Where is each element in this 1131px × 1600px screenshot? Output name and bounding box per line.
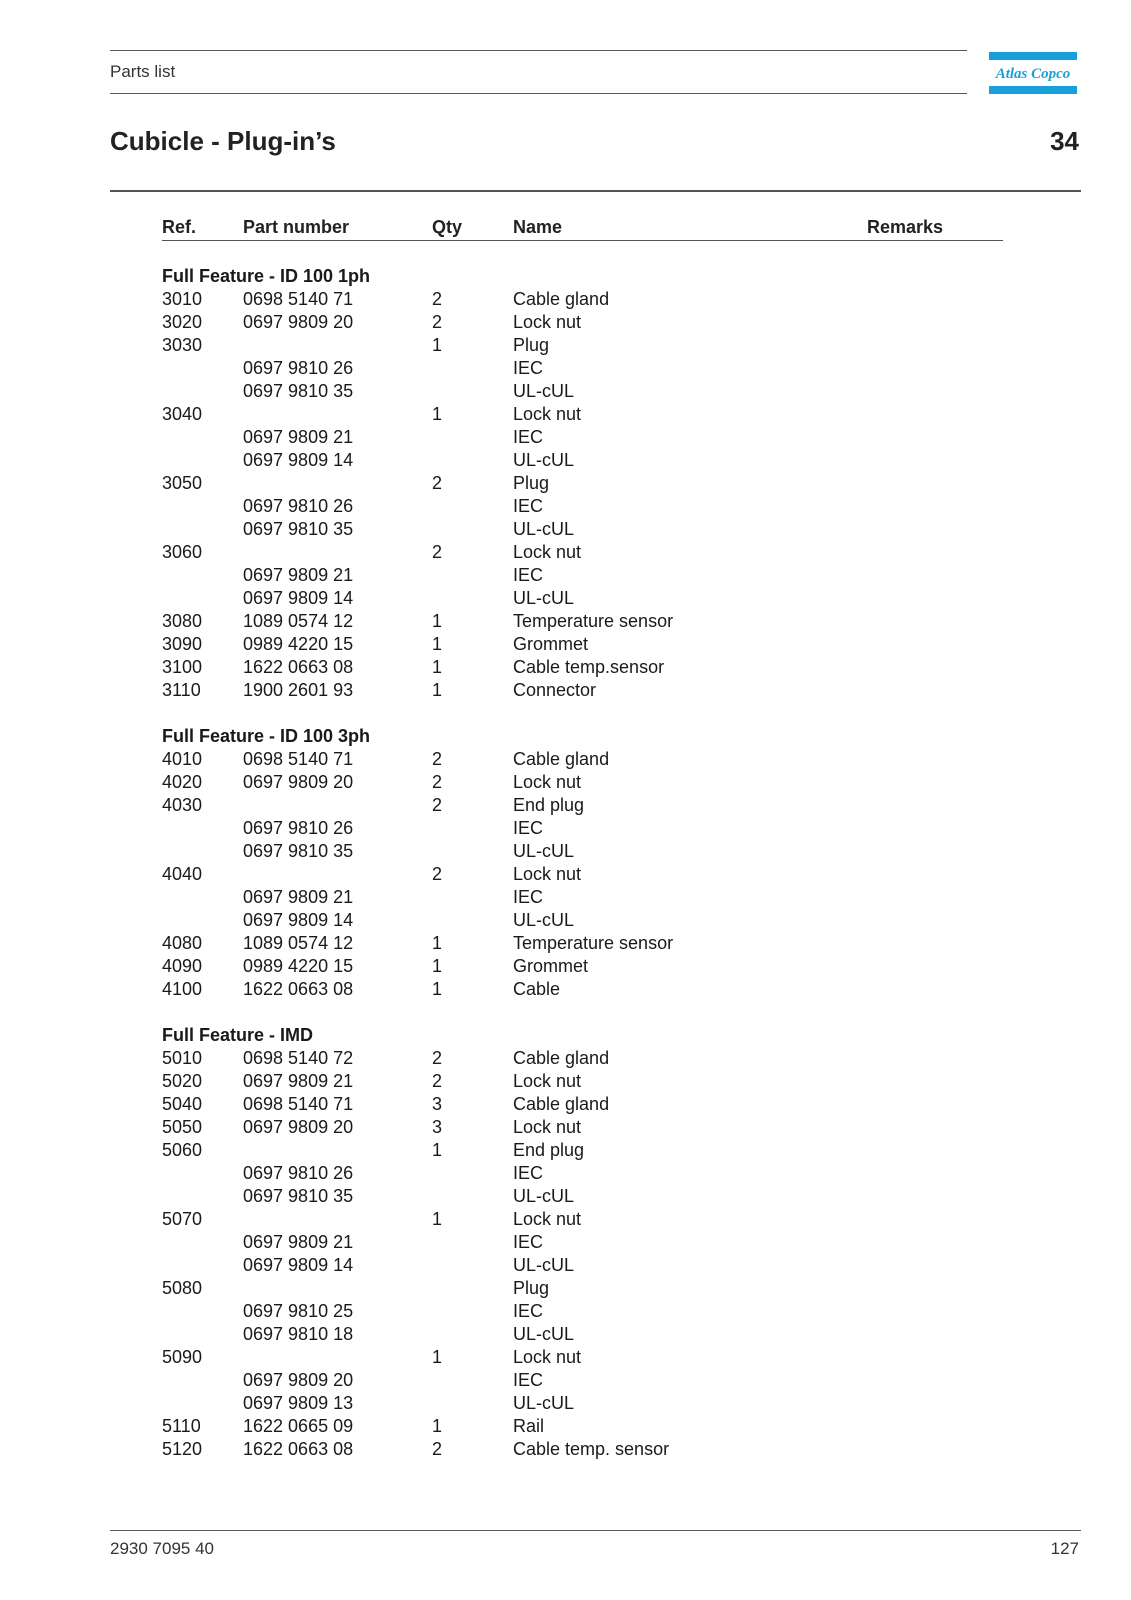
cell-part-number: 0697 9810 35 (243, 519, 354, 539)
footer-rule (110, 1530, 1081, 1531)
group-spacer (162, 702, 1002, 725)
cell-name: UL-cUL (513, 910, 575, 930)
cell-name: Lock nut (513, 1117, 582, 1137)
table-row (162, 1300, 1002, 1323)
cell-ref: 5120 (162, 1439, 203, 1459)
cell-name: IEC (513, 1232, 544, 1252)
cell-name: Lock nut (513, 772, 582, 792)
table-row (162, 311, 1002, 334)
footer-doc-number: 2930 7095 40 (110, 1539, 214, 1558)
cell-qty: 1 (432, 956, 443, 976)
cell-name: IEC (513, 427, 544, 447)
cell-ref: 4100 (162, 979, 203, 999)
cell-qty: 2 (432, 312, 443, 332)
cell-part-number: 0697 9810 26 (243, 496, 354, 516)
cell-name: IEC (513, 887, 544, 907)
cell-qty: 1 (432, 404, 443, 424)
cell-part-number: 1900 2601 93 (243, 680, 354, 700)
cell-part-number: 0697 9810 26 (243, 1163, 354, 1183)
cell-name: Cable (513, 979, 561, 999)
table-row (162, 748, 1002, 771)
table-row (162, 1070, 1002, 1093)
cell-name: Cable gland (513, 289, 610, 309)
cell-part-number: 0697 9809 20 (243, 772, 354, 792)
cell-part-number: 0697 9809 21 (243, 1232, 354, 1252)
cell-part-number: 0697 9809 14 (243, 588, 354, 608)
cell-qty: 1 (432, 680, 443, 700)
cell-qty: 2 (432, 772, 443, 792)
cell-name: Grommet (513, 956, 589, 976)
cell-name: End plug (513, 1140, 585, 1160)
cell-qty: 3 (432, 1094, 443, 1114)
cell-ref: 3090 (162, 634, 203, 654)
cell-qty: 2 (432, 749, 443, 769)
cell-ref: 5070 (162, 1209, 203, 1229)
table-row (162, 518, 1002, 541)
atlas-copco-logo (989, 52, 1077, 94)
header-label: Parts list (110, 62, 176, 81)
col-header-remarks: Remarks (867, 217, 944, 237)
col-header-qty: Qty (432, 217, 463, 237)
cell-name: IEC (513, 496, 544, 516)
cell-part-number: 0697 9810 35 (243, 381, 354, 401)
group-title (162, 725, 1002, 748)
cell-name: Lock nut (513, 864, 582, 884)
table-row (162, 587, 1002, 610)
cell-part-number: 0698 5140 71 (243, 289, 354, 309)
cell-part-number: 0697 9809 14 (243, 910, 354, 930)
group-spacer (162, 1001, 1002, 1024)
cell-part-number: 1622 0663 08 (243, 979, 354, 999)
cell-ref: 3050 (162, 473, 203, 493)
cell-qty: 2 (432, 864, 443, 884)
table-row (162, 771, 1002, 794)
table-row (162, 495, 1002, 518)
cell-name: IEC (513, 1370, 544, 1390)
group-title-text: Full Feature - IMD (162, 1025, 314, 1045)
cell-ref: 3080 (162, 611, 203, 631)
cell-part-number: 0697 9809 20 (243, 312, 354, 332)
cell-name: Lock nut (513, 404, 582, 424)
table-row (162, 1369, 1002, 1392)
group-title (162, 1024, 1002, 1047)
table-row (162, 1231, 1002, 1254)
cell-qty: 1 (432, 634, 443, 654)
cell-name: Cable gland (513, 1094, 610, 1114)
table-row (162, 1346, 1002, 1369)
cell-name: Cable gland (513, 749, 610, 769)
header-top-rule (110, 50, 967, 51)
cell-part-number: 0989 4220 15 (243, 956, 354, 976)
col-header-ref: Ref. (162, 217, 197, 237)
cell-part-number: 0697 9809 20 (243, 1117, 354, 1137)
cell-part-number: 0697 9810 25 (243, 1301, 354, 1321)
cell-part-number: 0697 9809 21 (243, 887, 354, 907)
table-row (162, 1392, 1002, 1415)
cell-name: UL-cUL (513, 519, 575, 539)
cell-qty: 1 (432, 1140, 443, 1160)
cell-part-number: 0697 9810 26 (243, 818, 354, 838)
table-row (162, 472, 1002, 495)
cell-part-number: 0697 9809 21 (243, 565, 354, 585)
cell-name: Grommet (513, 634, 589, 654)
cell-name: IEC (513, 358, 544, 378)
cell-part-number: 0697 9809 13 (243, 1393, 354, 1413)
col-header-part-number: Part number (243, 217, 350, 237)
cell-part-number: 0697 9809 14 (243, 450, 354, 470)
table-row (162, 863, 1002, 886)
table-row (162, 1162, 1002, 1185)
cell-ref: 3010 (162, 289, 203, 309)
cell-ref: 4030 (162, 795, 203, 815)
cell-part-number: 1622 0665 09 (243, 1416, 354, 1436)
cell-qty: 1 (432, 1209, 443, 1229)
cell-name: IEC (513, 1301, 544, 1321)
cell-name: End plug (513, 795, 585, 815)
table-row (162, 679, 1002, 702)
section-title: Cubicle - Plug-in’s (110, 126, 336, 156)
cell-name: Cable temp.sensor (513, 657, 665, 677)
cell-part-number: 1622 0663 08 (243, 657, 354, 677)
table-row (162, 334, 1002, 357)
cell-name: Plug (513, 473, 550, 493)
table-row (162, 656, 1002, 679)
table-row (162, 564, 1002, 587)
cell-part-number: 0697 9809 21 (243, 427, 354, 447)
cell-part-number: 1089 0574 12 (243, 611, 354, 631)
logo-bottom-bar (989, 86, 1077, 94)
cell-name: Lock nut (513, 1209, 582, 1229)
logo-top-bar (989, 52, 1077, 60)
table-row (162, 449, 1002, 472)
table-row (162, 932, 1002, 955)
cell-qty: 3 (432, 1117, 443, 1137)
cell-ref: 3020 (162, 312, 203, 332)
cell-name: UL-cUL (513, 1324, 575, 1344)
cell-ref: 5010 (162, 1048, 203, 1068)
cell-ref: 4010 (162, 749, 203, 769)
table-row (162, 817, 1002, 840)
section-number: 34 (1050, 126, 1079, 156)
cell-part-number: 0697 9809 21 (243, 1071, 354, 1091)
cell-name: Temperature sensor (513, 933, 674, 953)
table-row (162, 1139, 1002, 1162)
cell-name: Plug (513, 1278, 550, 1298)
cell-name: Lock nut (513, 1347, 582, 1367)
table-row (162, 1093, 1002, 1116)
cell-qty: 1 (432, 1347, 443, 1367)
cell-ref: 3110 (162, 680, 201, 700)
cell-ref: 4040 (162, 864, 203, 884)
cell-part-number: 0697 9810 18 (243, 1324, 354, 1344)
parts-table (162, 265, 1002, 1461)
cell-name: UL-cUL (513, 1255, 575, 1275)
column-header-rule (162, 240, 1003, 241)
col-header-name: Name (513, 217, 563, 237)
table-row (162, 380, 1002, 403)
cell-ref: 4090 (162, 956, 203, 976)
cell-ref: 5080 (162, 1278, 203, 1298)
table-row (162, 1323, 1002, 1346)
cell-name: UL-cUL (513, 841, 575, 861)
cell-name: IEC (513, 565, 544, 585)
cell-name: Connector (513, 680, 597, 700)
table-row (162, 1185, 1002, 1208)
cell-part-number: 0697 9810 26 (243, 358, 354, 378)
cell-part-number: 0697 9810 35 (243, 841, 354, 861)
cell-qty: 1 (432, 1416, 443, 1436)
cell-qty: 2 (432, 795, 443, 815)
table-row (162, 610, 1002, 633)
table-row (162, 955, 1002, 978)
table-row (162, 403, 1002, 426)
cell-part-number: 0989 4220 15 (243, 634, 354, 654)
cell-name: Lock nut (513, 312, 582, 332)
table-row (162, 426, 1002, 449)
cell-part-number: 1089 0574 12 (243, 933, 354, 953)
cell-ref: 4020 (162, 772, 203, 792)
table-row (162, 1277, 1002, 1300)
table-row (162, 1415, 1002, 1438)
cell-ref: 5020 (162, 1071, 203, 1091)
cell-name: UL-cUL (513, 1393, 575, 1413)
cell-ref: 3030 (162, 335, 203, 355)
cell-part-number: 0698 5140 72 (243, 1048, 354, 1068)
cell-qty: 2 (432, 1071, 443, 1091)
footer-page-number: 127 (1050, 1539, 1079, 1558)
logo-wordmark: Atlas Copco (995, 66, 1071, 82)
cell-qty: 1 (432, 335, 443, 355)
cell-part-number: 1622 0663 08 (243, 1439, 354, 1459)
section-rule (110, 190, 1081, 192)
cell-name: Cable temp. sensor (513, 1439, 670, 1459)
table-row (162, 357, 1002, 380)
cell-name: Lock nut (513, 1071, 582, 1091)
table-row (162, 541, 1002, 564)
cell-qty: 1 (432, 933, 443, 953)
cell-ref: 5110 (162, 1416, 201, 1436)
cell-qty: 2 (432, 473, 443, 493)
table-row (162, 633, 1002, 656)
cell-name: Cable gland (513, 1048, 610, 1068)
table-row (162, 909, 1002, 932)
cell-qty: 1 (432, 657, 443, 677)
cell-name: Lock nut (513, 542, 582, 562)
group-title-text: Full Feature - ID 100 3ph (162, 726, 371, 746)
cell-qty: 1 (432, 611, 443, 631)
cell-name: UL-cUL (513, 381, 575, 401)
cell-ref: 3060 (162, 542, 203, 562)
cell-name: UL-cUL (513, 450, 575, 470)
cell-name: UL-cUL (513, 588, 575, 608)
cell-qty: 2 (432, 1439, 443, 1459)
table-row (162, 288, 1002, 311)
group-title (162, 265, 1002, 288)
table-row (162, 886, 1002, 909)
cell-ref: 5060 (162, 1140, 203, 1160)
group-title-text: Full Feature - ID 100 1ph (162, 266, 371, 286)
table-row (162, 1438, 1002, 1461)
cell-part-number: 0697 9809 20 (243, 1370, 354, 1390)
table-row (162, 840, 1002, 863)
cell-qty: 1 (432, 979, 443, 999)
cell-qty: 2 (432, 1048, 443, 1068)
table-row (162, 1208, 1002, 1231)
table-row (162, 1254, 1002, 1277)
cell-name: UL-cUL (513, 1186, 575, 1206)
cell-name: Rail (513, 1416, 545, 1436)
cell-qty: 2 (432, 289, 443, 309)
table-row (162, 1047, 1002, 1070)
table-row (162, 794, 1002, 817)
cell-part-number: 0697 9810 35 (243, 1186, 354, 1206)
cell-part-number: 0698 5140 71 (243, 749, 354, 769)
cell-ref: 3040 (162, 404, 203, 424)
logo-graphic (989, 52, 1077, 94)
cell-name: IEC (513, 818, 544, 838)
cell-qty: 2 (432, 542, 443, 562)
cell-ref: 4080 (162, 933, 203, 953)
header-bottom-rule (110, 93, 967, 94)
cell-ref: 5040 (162, 1094, 203, 1114)
table-row (162, 1116, 1002, 1139)
cell-part-number: 0697 9809 14 (243, 1255, 354, 1275)
cell-name: IEC (513, 1163, 544, 1183)
cell-name: Plug (513, 335, 550, 355)
cell-ref: 3100 (162, 657, 203, 677)
cell-name: Temperature sensor (513, 611, 674, 631)
table-row (162, 978, 1002, 1001)
cell-ref: 5090 (162, 1347, 203, 1367)
cell-part-number: 0698 5140 71 (243, 1094, 354, 1114)
cell-ref: 5050 (162, 1117, 203, 1137)
